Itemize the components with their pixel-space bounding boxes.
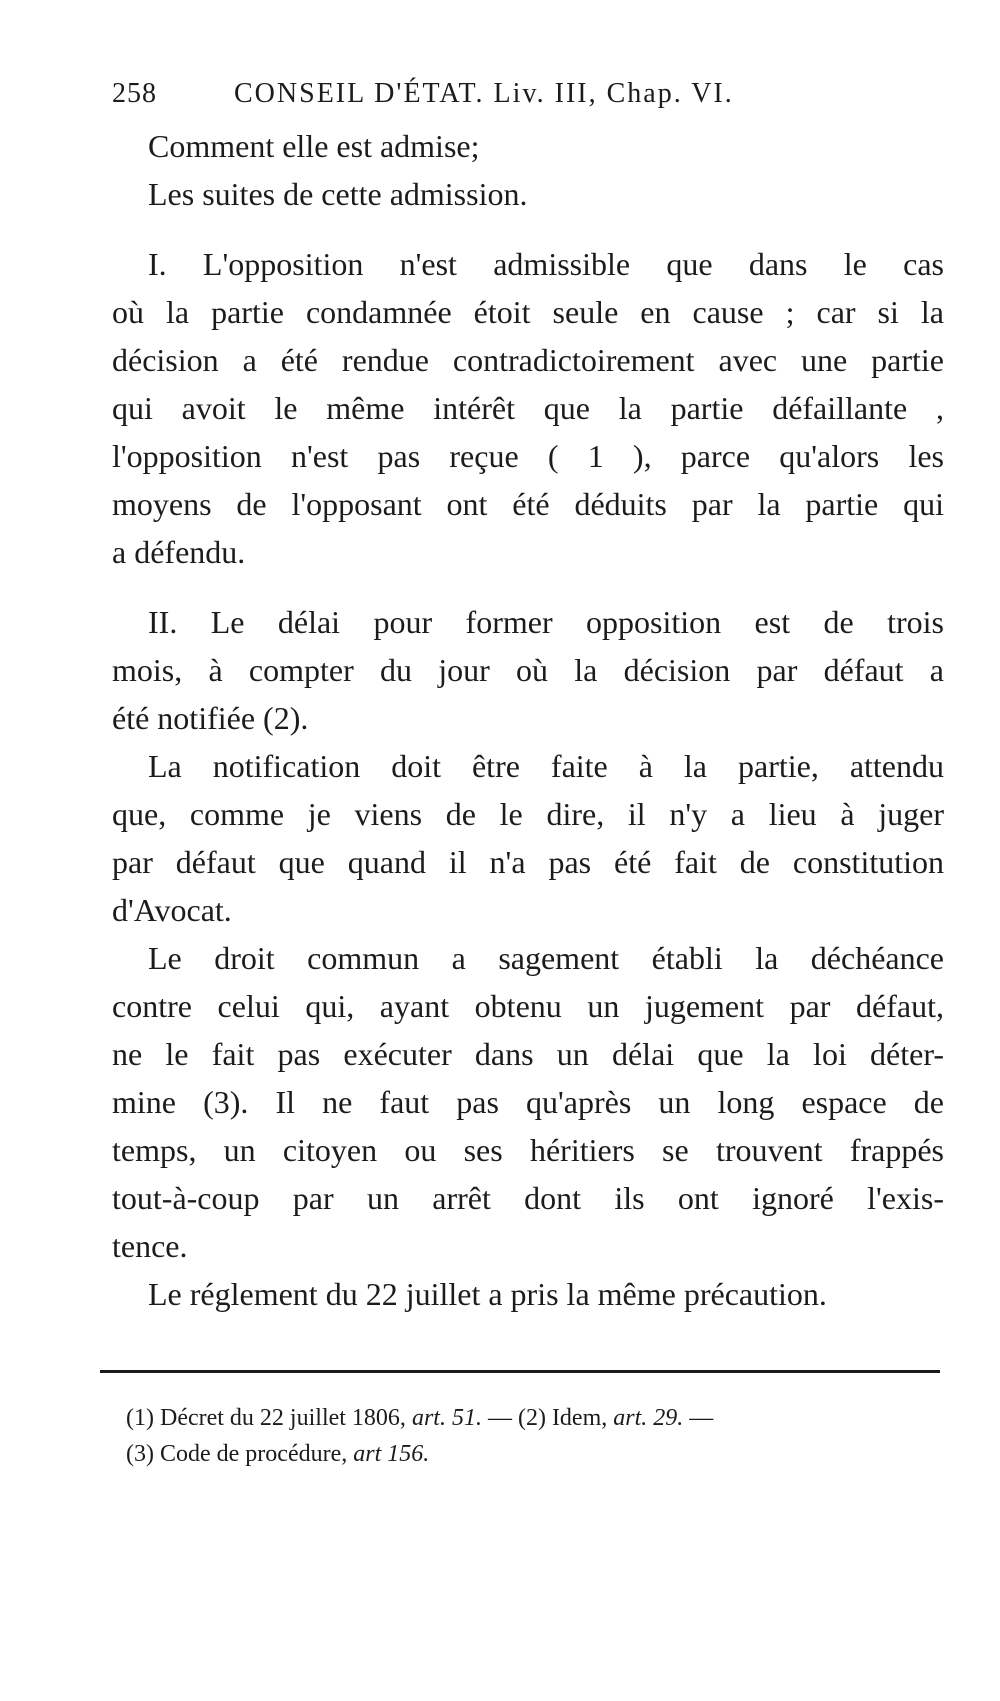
running-title: CONSEIL D'ÉTAT. Liv. III, Chap. VI. bbox=[234, 78, 734, 109]
text-line: mois, à compter du jour où la décision par défaut a bbox=[112, 652, 944, 688]
text-line: I. L'opposition n'est admissible que dans le cas bbox=[148, 246, 944, 282]
text-line: décision a été rendue contradictoirement avec une partie bbox=[112, 342, 944, 378]
footnote-line bbox=[126, 1400, 946, 1436]
text-line: que, comme je viens de le dire, il n'y a lieu à juger bbox=[112, 796, 944, 832]
text-line: a défendu. bbox=[112, 534, 246, 570]
footnote-article: art 156. bbox=[353, 1441, 430, 1467]
text-line: d'Avocat. bbox=[112, 892, 232, 928]
text-line: II. Le délai pour former opposition est de trois bbox=[148, 604, 944, 640]
page-number: 258 bbox=[112, 78, 157, 109]
text-line: été notifiée (2). bbox=[112, 700, 309, 736]
text-line: Comment elle est admise; bbox=[148, 128, 480, 164]
footnote-text: — bbox=[683, 1405, 714, 1431]
text-line: Le droit commun a sagement établi la déchéance bbox=[148, 940, 944, 976]
body-text bbox=[112, 122, 944, 1318]
text-line: Les suites de cette admission. bbox=[148, 176, 528, 212]
text-line: ne le fait pas exécuter dans un délai que la loi déter- bbox=[112, 1036, 944, 1072]
footnote-separator-rule bbox=[100, 1370, 940, 1373]
footnote-article: art. 29. bbox=[613, 1405, 684, 1431]
text-line: Le réglement du 22 juillet a pris la même précaution. bbox=[148, 1276, 827, 1312]
text-line: qui avoit le même intérêt que la partie défaillante , bbox=[112, 390, 944, 426]
footnote-line bbox=[126, 1436, 946, 1472]
text-line: où la partie condamnée étoit seule en cause ; car si la bbox=[112, 294, 944, 330]
footnote-text: (1) Décret du 22 juillet 1806, bbox=[126, 1405, 412, 1431]
footnotes bbox=[126, 1400, 946, 1472]
text-line: par défaut que quand il n'a pas été fait de constitution bbox=[112, 844, 944, 880]
footnote-article: art. 51. bbox=[411, 1405, 482, 1431]
text-line: mine (3). Il ne faut pas qu'après un long espace de bbox=[112, 1084, 944, 1120]
text-line: contre celui qui, ayant obtenu un jugement par défaut, bbox=[112, 988, 944, 1024]
footnote-text: — (2) Idem, bbox=[481, 1405, 614, 1431]
text-line: moyens de l'opposant ont été déduits par la partie qui bbox=[112, 486, 944, 522]
text-line: temps, un citoyen ou ses héritiers se trouvent frappés bbox=[112, 1132, 944, 1168]
page-header bbox=[112, 78, 852, 118]
footnote-text: (3) Code de procédure, bbox=[126, 1441, 354, 1467]
text-line: tence. bbox=[112, 1228, 188, 1264]
text-line: La notification doit être faite à la partie, attendu bbox=[148, 748, 944, 784]
text-line: l'opposition n'est pas reçue ( 1 ), parce qu'alors les bbox=[112, 438, 944, 474]
text-line: tout-à-coup par un arrêt dont ils ont ignoré l'exis- bbox=[112, 1180, 944, 1216]
